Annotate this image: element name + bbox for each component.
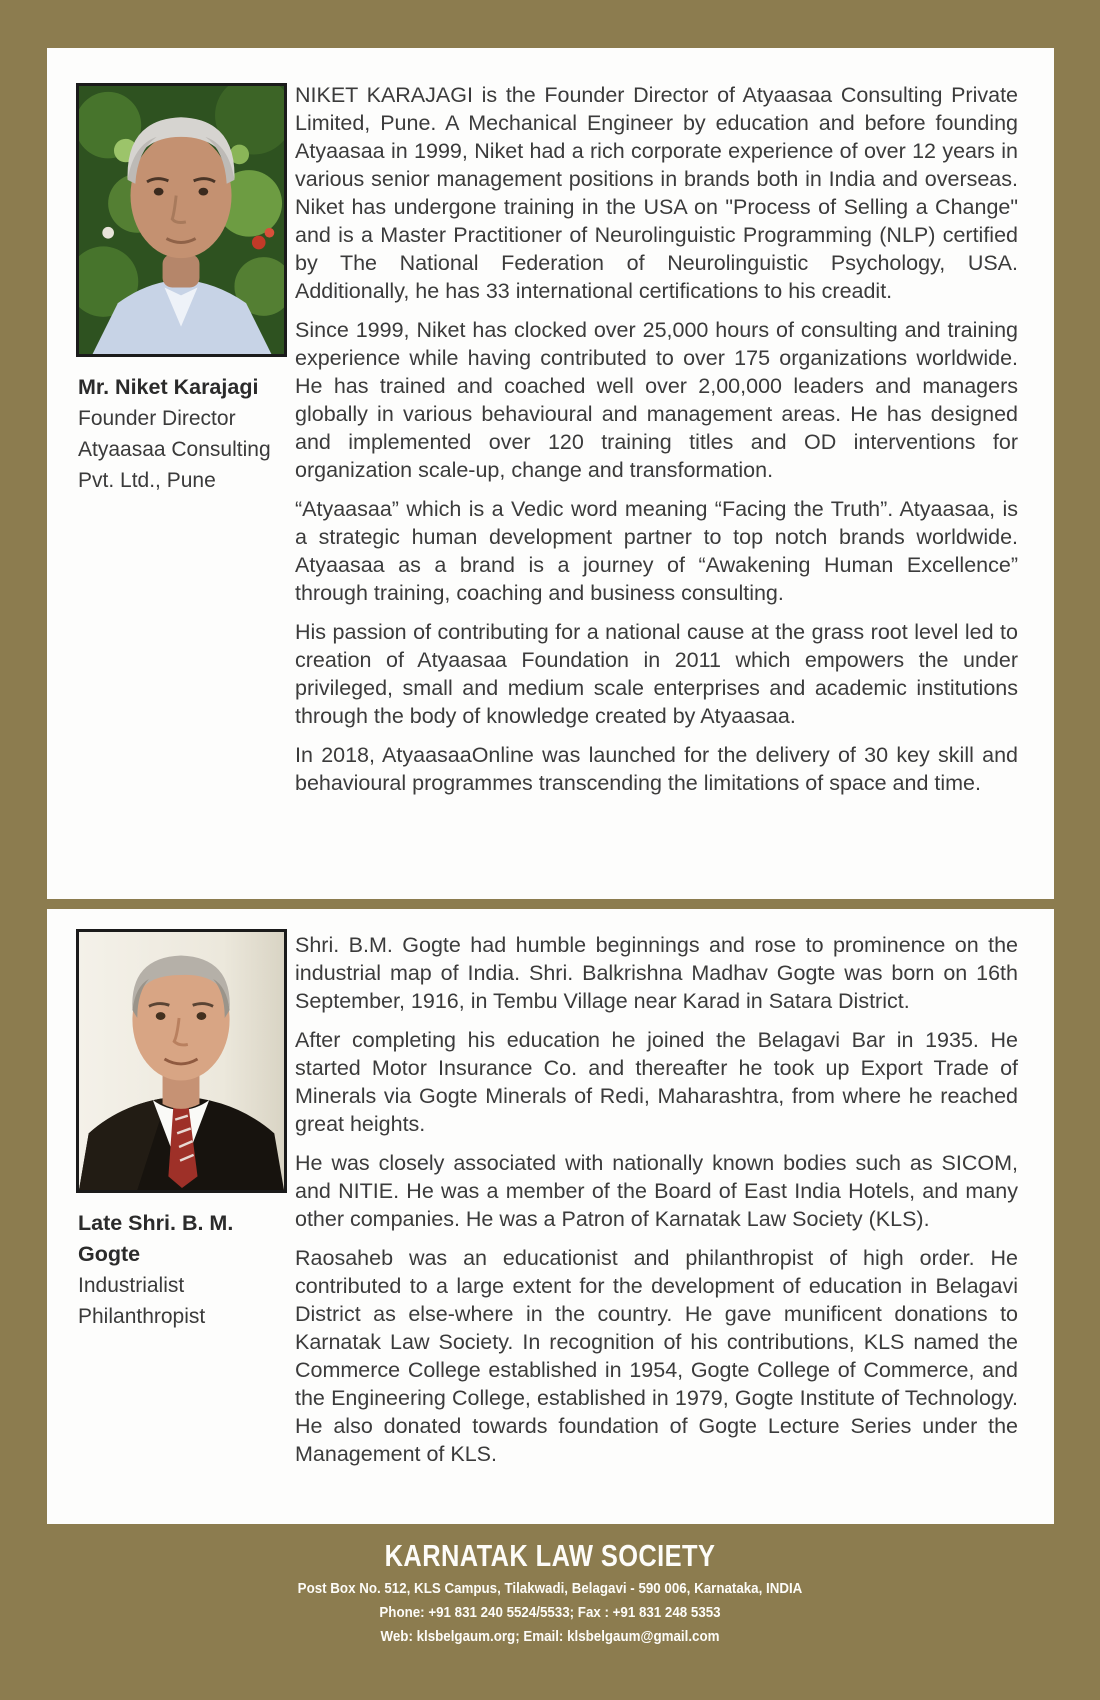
person-title-line: Founder Director — [78, 407, 236, 430]
bio-paragraph: “Atyaasaa” which is a Vedic word meaning “Facing the Truth”. Atyaasaa, is a strategic human development partner to top notch brands worldwide. Atyaasaa as a brand is a journey of “Awakening Human Excellence” through training, coaching and business consulting. — [295, 497, 1018, 605]
biography-text — [295, 81, 1018, 797]
person-name: Late Shri. B. M. Gogte — [78, 1211, 234, 1266]
profile-section-niket-karajagi — [47, 48, 1054, 899]
photo-column — [76, 81, 293, 496]
bio-paragraph: Raosaheb was an educationist and philanthropist of high order. He contributed to a large extent for the development of education in Belagavi District as else-where in the country. He gave munificent donations to Karnatak Law Society. In recognition of his contributions, KLS named the Commerce College established in 1954, Gogte College of Commerce, and the Engineering College, established in 1979, Gogte Institute of Technology. He also donated towards foundation of Gogte Lecture Series under the Management of KLS. — [295, 1246, 1018, 1466]
person-title-line: Atyaasaa Consulting — [78, 438, 271, 461]
photo-column — [76, 929, 293, 1332]
bio-paragraph: He was closely associated with nationally known bodies such as SICOM, and NITIE. He was a member of the Board of East India Hotels, and many other companies. He was a Patron of Karnatak Law Society (KLS). — [295, 1151, 1018, 1231]
organization-address-block — [0, 1577, 1100, 1649]
photo-caption — [76, 1208, 293, 1332]
portrait-photo-b-m-gogte — [76, 929, 287, 1193]
profile-section-b-m-gogte — [47, 909, 1054, 1524]
bio-paragraph: In 2018, AtyaasaaOnline was launched for the delivery of 30 key skill and behavioural programmes transcending the limitations of space and time. — [295, 743, 1018, 795]
address-line: Post Box No. 512, KLS Campus, Tilakwadi, Belagavi - 590 006, Karnataka, INDIA — [297, 1581, 803, 1597]
organization-name: KARNATAK LAW SOCIETY — [384, 1538, 716, 1573]
web-email-line: Web: klsbelgaum.org; Email: klsbelgaum@gmail.com — [380, 1629, 720, 1645]
person-title-line: Industrialist — [78, 1274, 185, 1297]
bio-paragraph: His passion of contributing for a national cause at the grass root level led to creation of Atyaasaa Foundation in 2011 which empowers the under privileged, small and medium scale enterprises and academic institutions through the body of knowledge created by Atyaasaa. — [295, 620, 1018, 728]
bio-paragraph: Since 1999, Niket has clocked over 25,000 hours of consulting and training experience while having contributed to over 175 organizations worldwide. He has trained and coached well over 2,00,000 leaders and managers globally in various behavioural and management areas. He has designed and implemented over 120 training titles and OD interventions for organization scale-up, change and transformation. — [295, 318, 1018, 482]
organization-footer — [0, 1524, 1100, 1700]
bio-paragraph: NIKET KARAJAGI is the Founder Director of Atyaasaa Consulting Private Limited, Pune. A Mechanical Engineer by education and before founding Atyaasaa in 1999, Niket had a rich corporate experience of over 12 years in various senior management positions in brands both in India and overseas. Niket has undergone training in the USA on "Process of Selling a Change" and is a Master Practitioner of Neurolinguistic Programming (NLP) certified by The National Federation of Neurolinguistic Psychology, USA. Additionally, he has 33 international certifications to his creadit. — [295, 83, 1018, 303]
phone-fax-line: Phone: +91 831 240 5524/5533; Fax : +91 831 248 5353 — [379, 1605, 721, 1621]
biography-text — [295, 929, 1018, 1468]
person-title-line: Pvt. Ltd., Pune — [78, 469, 216, 492]
portrait-photo-niket-karajagi — [76, 83, 287, 357]
person-name: Mr. Niket Karajagi — [78, 375, 259, 399]
bio-paragraph: Shri. B.M. Gogte had humble beginnings and rose to prominence on the industrial map of India. Shri. Balkrishna Madhav Gogte was born on 16th September, 1916, in Tembu Village near Karad in Satara District. — [295, 933, 1018, 1013]
section-divider — [47, 899, 1054, 909]
portrait-illustration — [79, 932, 284, 1190]
person-title-line: Philanthropist — [78, 1305, 206, 1328]
photo-caption — [76, 372, 293, 496]
portrait-illustration — [79, 86, 284, 354]
bio-paragraph: After completing his education he joined the Belagavi Bar in 1935. He started Motor Insurance Co. and thereafter he took up Export Trade of Minerals via Gogte Minerals of Redi, Maharashtra, from where he reached great heights. — [295, 1028, 1018, 1136]
